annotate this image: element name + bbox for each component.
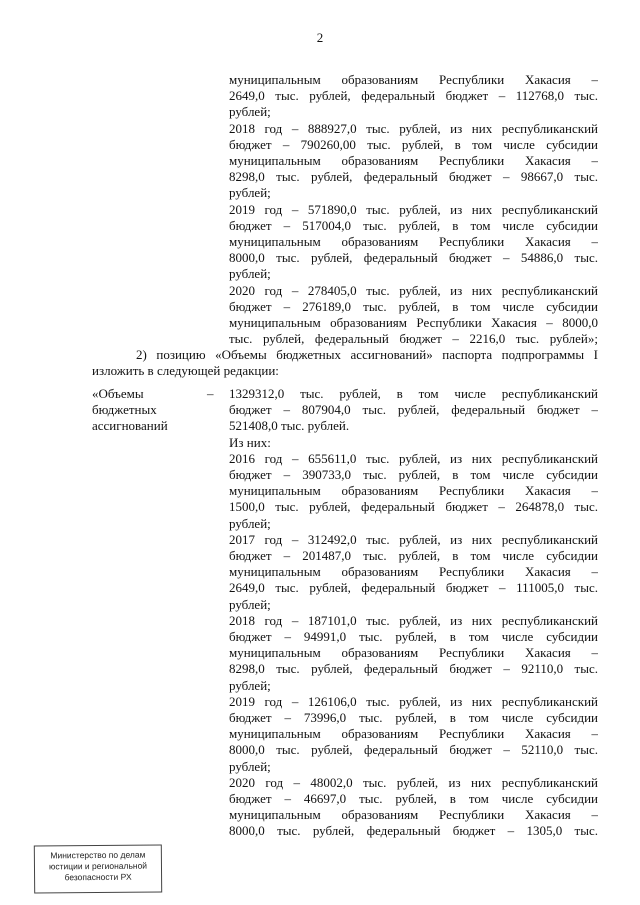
- label-line: бюджетных: [92, 402, 157, 418]
- text-line: бюджет – 517004,0 тыс. рублей, в том числе субсидии: [229, 217, 598, 233]
- amendment-paragraph: [92, 347, 598, 379]
- text-line: тыс. рублей, федеральный бюджет – 2216,0 тыс. рублей»;: [229, 331, 598, 347]
- text-line: 2017 год – 312492,0 тыс. рублей, из них республиканский: [229, 531, 598, 547]
- text-line: 8298,0 тыс. рублей, федеральный бюджет – 98667,0 тыс.: [229, 169, 598, 185]
- stamp-line: юстиции и региональной: [48, 860, 148, 872]
- paragraph-line: 2) позицию «Объемы бюджетных ассигнований» паспорта подпрограммы I: [136, 347, 598, 362]
- label-line: «Объемы: [92, 386, 144, 401]
- continuation-text: [229, 72, 598, 347]
- text-line: рублей;: [229, 185, 271, 201]
- stamp-line: Министерство по делам: [50, 849, 146, 861]
- text-line: Из них:: [229, 434, 271, 450]
- text-line: 2019 год – 571890,0 тыс. рублей, из них республиканский: [229, 201, 598, 217]
- text-line: бюджет – 276189,0 тыс. рублей, в том числе субсидии: [229, 298, 598, 314]
- text-line: рублей;: [229, 596, 271, 612]
- text-line: 2018 год – 888927,0 тыс. рублей, из них республиканский: [229, 120, 598, 136]
- label-line: ассигнований: [92, 418, 168, 434]
- text-line: муниципальным образованиям Республики Хакасия –: [229, 564, 598, 580]
- text-line: бюджет – 201487,0 тыс. рублей, в том числе субсидии: [229, 548, 598, 564]
- text-line: 8298,0 тыс. рублей, федеральный бюджет – 92110,0 тыс.: [229, 661, 598, 677]
- text-line: муниципальным образованиям Республики Хакасия –: [229, 645, 598, 661]
- text-line: муниципальным образованиям Республики Хакасия –: [229, 72, 598, 87]
- text-line: бюджет – 807904,0 тыс. рублей, федеральный бюджет –: [229, 402, 598, 418]
- text-line: муниципальным образованиям Республики Хакасия –: [229, 726, 598, 742]
- text-line: муниципальным образованиям Республики Хакасия –: [229, 807, 598, 823]
- text-line: муниципальным образованиям Республики Хакасия –: [229, 483, 598, 499]
- text-line: 8000,0 тыс. рублей, федеральный бюджет – 52110,0 тыс.: [229, 742, 598, 758]
- text-line: 2018 год – 187101,0 тыс. рублей, из них республиканский: [229, 612, 598, 628]
- ministry-stamp: [34, 844, 162, 893]
- stamp-line: безопасности РХ: [64, 871, 132, 883]
- text-line: муниципальным образованиям Республики Хакасия – 8000,0: [229, 315, 598, 331]
- label-dash: –: [207, 386, 214, 401]
- budget-position-label: [92, 386, 168, 435]
- text-line: бюджет – 390733,0 тыс. рублей, в том числе субсидии: [229, 467, 598, 483]
- text-line: 521408,0 тыс. рублей.: [229, 418, 350, 434]
- text-line: рублей;: [229, 677, 271, 693]
- text-line: бюджет – 790260,00 тыс. рублей, в том числе субсидии: [229, 136, 598, 152]
- text-line: рублей;: [229, 104, 271, 120]
- text-line: муниципальным образованиям Республики Хакасия –: [229, 234, 598, 250]
- text-line: бюджет – 94991,0 тыс. рублей, в том числе субсидии: [229, 629, 598, 645]
- page-number: 2: [316, 30, 324, 45]
- text-line: 1500,0 тыс. рублей, федеральный бюджет – 264878,0 тыс.: [229, 499, 598, 515]
- text-line: рублей;: [229, 515, 271, 531]
- text-line: 2649,0 тыс. рублей, федеральный бюджет – 111005,0 тыс.: [229, 580, 598, 596]
- text-line: 2020 год – 48002,0 тыс. рублей, из них республиканский: [229, 774, 598, 790]
- text-line: 1329312,0 тыс. рублей, в том числе республиканский: [229, 386, 598, 401]
- paragraph-line: изложить в следующей редакции:: [92, 363, 279, 379]
- text-line: рублей;: [229, 758, 271, 774]
- text-line: 8000,0 тыс. рублей, федеральный бюджет – 1305,0 тыс.: [229, 823, 598, 839]
- text-line: бюджет – 73996,0 тыс. рублей, в том числе субсидии: [229, 710, 598, 726]
- text-line: 8000,0 тыс. рублей, федеральный бюджет – 54886,0 тыс.: [229, 250, 598, 266]
- budget-position-value: [229, 386, 598, 840]
- text-line: муниципальным образованиям Республики Хакасия –: [229, 153, 598, 169]
- text-line: 2649,0 тыс. рублей, федеральный бюджет – 112768,0 тыс.: [229, 88, 598, 104]
- text-line: бюджет – 46697,0 тыс. рублей, в том числе субсидии: [229, 791, 598, 807]
- text-line: 2016 год – 655611,0 тыс. рублей, из них республиканский: [229, 450, 598, 466]
- text-line: 2019 год – 126106,0 тыс. рублей, из них республиканский: [229, 693, 598, 709]
- text-line: 2020 год – 278405,0 тыс. рублей, из них республиканский: [229, 282, 598, 298]
- text-line: рублей;: [229, 266, 271, 282]
